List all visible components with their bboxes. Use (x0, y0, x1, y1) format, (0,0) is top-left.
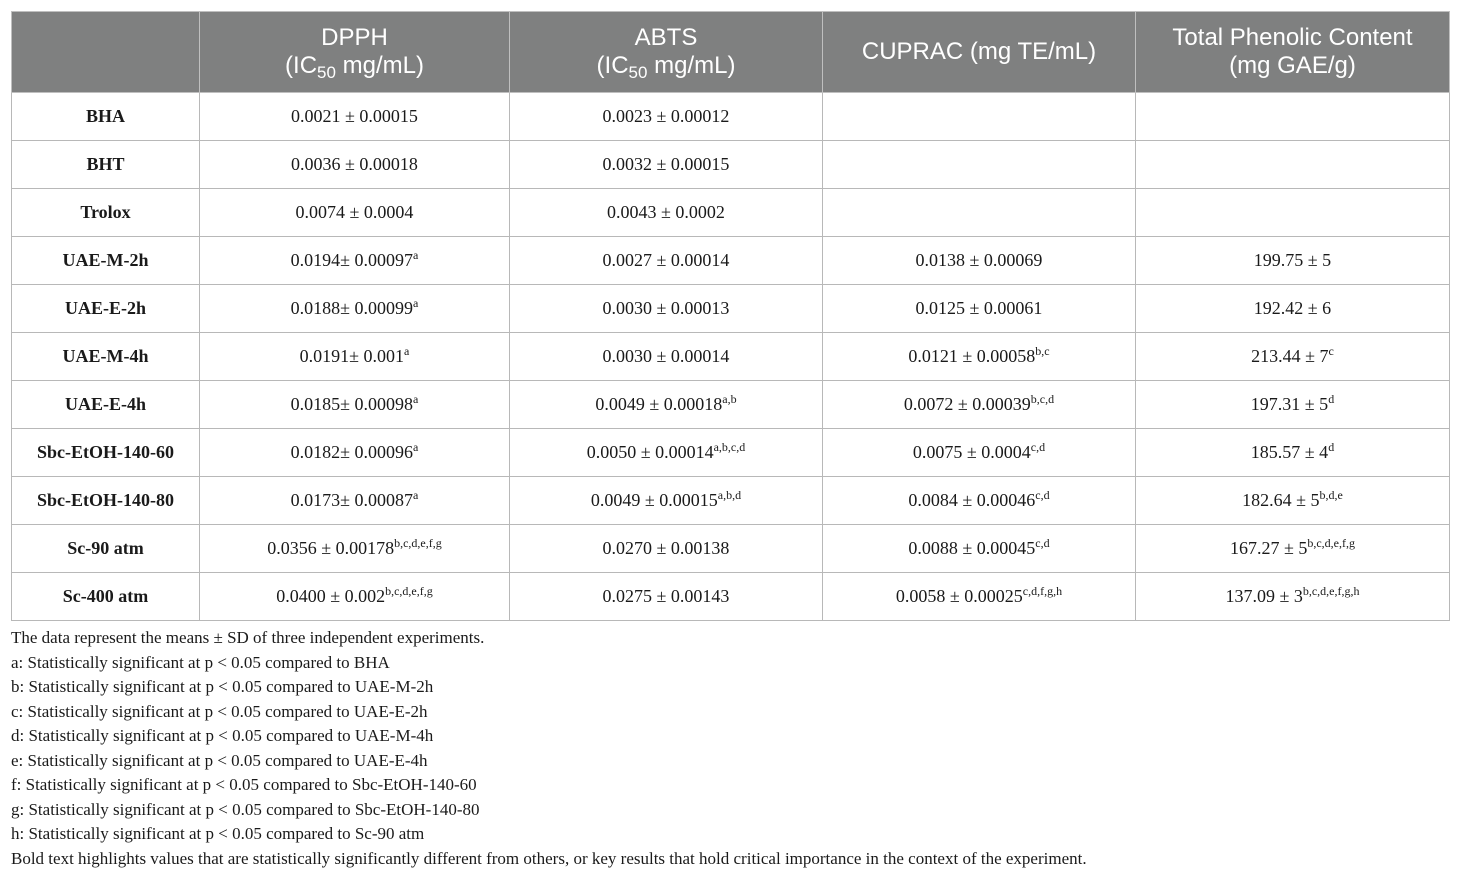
dpph-cell (200, 333, 510, 381)
row-label: Sbc-EtOH-140-80 (12, 477, 200, 525)
dpph-cell-significance-superscript: a (413, 440, 419, 454)
abts-cell (510, 525, 823, 573)
cuprac-cell-value: 0.0088 ± 0.00045 (908, 538, 1036, 558)
header-abts (510, 12, 823, 93)
footnote-line: The data represent the means ± SD of three independent experiments. (11, 628, 485, 647)
cuprac-cell (823, 429, 1136, 477)
header-abts-line2 (516, 52, 816, 80)
dpph-cell (200, 93, 510, 141)
row-label: BHA (12, 93, 200, 141)
footnote-line: a: Statistically significant at p < 0.05 compared to BHA (11, 652, 390, 672)
abts-cell-value: 0.0027 ± 0.00014 (602, 250, 730, 270)
row-label: UAE-E-2h (12, 285, 200, 333)
cuprac-cell-significance-superscript: c,d (1030, 440, 1046, 454)
footnote-line: d: Statistically significant at p < 0.05 compared to UAE-M-4h (11, 726, 434, 745)
dpph-cell-value: 0.0036 ± 0.00018 (291, 154, 418, 174)
tpc-cell-value: 197.31 ± 5 (1250, 394, 1329, 414)
table-row (12, 573, 1450, 621)
footnote-line: f: Statistically significant at p < 0.05 compared to Sbc-EtOH-140-60 (11, 775, 477, 794)
table-row (12, 525, 1450, 573)
header-abts-line1: ABTS (634, 24, 698, 51)
row-label: Sc-90 atm (12, 525, 200, 573)
row-label: UAE-M-4h (12, 333, 200, 381)
cuprac-cell (823, 93, 1136, 141)
row-label: UAE-M-2h (12, 237, 200, 285)
cuprac-cell (823, 285, 1136, 333)
table-row (12, 93, 1450, 141)
cuprac-cell (823, 141, 1136, 189)
tpc-cell-significance-superscript: c (1328, 344, 1334, 358)
tpc-cell-value: 192.42 ± 6 (1253, 298, 1332, 318)
abts-cell (510, 141, 823, 189)
dpph-cell-value: 0.0182± 0.00096 (290, 442, 414, 462)
abts-cell-value: 0.0270 ± 0.00138 (602, 538, 730, 558)
abts-cell (510, 573, 823, 621)
dpph-cell (200, 525, 510, 573)
dpph-cell-value: 0.0021 ± 0.00015 (291, 106, 418, 126)
row-label: Trolox (12, 189, 200, 237)
tpc-cell (1136, 285, 1450, 333)
dpph-cell (200, 573, 510, 621)
dpph-cell-significance-superscript: a (413, 248, 419, 262)
dpph-cell (200, 429, 510, 477)
abts-cell-value: 0.0043 ± 0.0002 (607, 202, 725, 222)
cuprac-cell (823, 381, 1136, 429)
tpc-cell-significance-superscript: b,c,d,e,f,g (1307, 536, 1356, 550)
abts-cell (510, 477, 823, 525)
tpc-cell (1136, 573, 1450, 621)
cuprac-cell-significance-superscript: b,c (1035, 344, 1050, 358)
dpph-cell-value: 0.0185± 0.00098 (290, 394, 414, 414)
abts-cell-value: 0.0050 ± 0.00014 (586, 442, 714, 462)
footnote-line: c: Statistically significant at p < 0.05 compared to UAE-E-2h (11, 701, 428, 721)
header-dpph-subscript: 50 (317, 63, 336, 82)
tpc-cell-value: 213.44 ± 7 (1251, 346, 1329, 366)
table-row (12, 333, 1450, 381)
abts-cell-value: 0.0275 ± 0.00143 (602, 586, 730, 606)
cuprac-cell-value: 0.0084 ± 0.00046 (908, 490, 1036, 510)
table-header (12, 12, 1450, 93)
abts-cell-value: 0.0049 ± 0.00018 (595, 394, 723, 414)
abts-cell (510, 237, 823, 285)
header-dpph-line1: DPPH (321, 24, 388, 51)
footnote-line: b: Statistically significant at p < 0.05 compared to UAE-M-2h (11, 677, 434, 696)
table-footnotes (11, 626, 1451, 871)
tpc-cell (1136, 477, 1450, 525)
table-row (12, 429, 1450, 477)
cuprac-cell (823, 573, 1136, 621)
abts-cell-value: 0.0030 ± 0.00013 (602, 298, 730, 318)
cuprac-cell (823, 237, 1136, 285)
dpph-cell-significance-superscript: a (404, 344, 410, 358)
header-dpph (200, 12, 510, 93)
tpc-cell (1136, 333, 1450, 381)
tpc-cell (1136, 93, 1450, 141)
tpc-cell-value: 182.64 ± 5 (1242, 490, 1320, 510)
cuprac-cell-value: 0.0125 ± 0.00061 (915, 298, 1043, 318)
header-dpph-unit-pre: (IC (285, 52, 318, 79)
abts-cell-significance-superscript: a,b,c,d (713, 440, 746, 454)
row-label: Sc-400 atm (12, 573, 200, 621)
table-row (12, 285, 1450, 333)
header-abts-unit-post: mg/mL) (647, 52, 736, 79)
tpc-cell-value: 185.57 ± 4 (1250, 442, 1329, 462)
tpc-cell (1136, 429, 1450, 477)
dpph-cell-value: 0.0194± 0.00097 (290, 250, 414, 270)
dpph-cell-value: 0.0400 ± 0.002 (276, 586, 386, 606)
tpc-cell-value: 199.75 ± 5 (1253, 250, 1332, 270)
abts-cell-value: 0.0030 ± 0.00014 (602, 346, 730, 366)
cuprac-cell-significance-superscript: c,d (1035, 488, 1050, 502)
dpph-cell (200, 285, 510, 333)
tpc-cell (1136, 189, 1450, 237)
abts-cell-value: 0.0032 ± 0.00015 (602, 154, 730, 174)
tpc-cell (1136, 237, 1450, 285)
abts-cell (510, 381, 823, 429)
abts-cell (510, 93, 823, 141)
dpph-cell-value: 0.0074 ± 0.0004 (295, 202, 414, 222)
header-cuprac (823, 12, 1136, 93)
dpph-cell-value: 0.0188± 0.00099 (290, 298, 414, 318)
dpph-cell-value: 0.0356 ± 0.00178 (267, 538, 395, 558)
cuprac-cell-value: 0.0072 ± 0.00039 (903, 394, 1031, 414)
tpc-cell-significance-superscript: d (1328, 440, 1335, 454)
tpc-cell-significance-superscript: b,c,d,e,f,g,h (1302, 584, 1360, 598)
dpph-cell-significance-superscript: b,c,d,e,f,g (394, 536, 442, 550)
tpc-cell-value: 137.09 ± 3 (1225, 586, 1303, 606)
cuprac-cell-significance-superscript: c,d,f,g,h (1022, 584, 1063, 598)
abts-cell-value: 0.0049 ± 0.00015 (590, 490, 718, 510)
cuprac-cell (823, 477, 1136, 525)
cuprac-cell-value: 0.0121 ± 0.00058 (908, 346, 1036, 366)
tpc-cell-significance-superscript: b,d,e (1319, 488, 1343, 502)
footnote-line: Bold text highlights values that are statistically significantly different from others, or key results that hold critical importance in the context of the experiment. (11, 848, 1087, 868)
table-row (12, 381, 1450, 429)
dpph-cell (200, 237, 510, 285)
header-abts-subscript: 50 (628, 63, 648, 82)
header-dpph-line2 (206, 52, 503, 80)
cuprac-cell (823, 333, 1136, 381)
footnote-line: h: Statistically significant at p < 0.05 compared to Sc-90 atm (11, 824, 425, 843)
tpc-cell (1136, 525, 1450, 573)
tpc-cell-value: 167.27 ± 5 (1229, 538, 1308, 558)
dpph-cell-significance-superscript: a (413, 296, 419, 310)
row-label: UAE-E-4h (12, 381, 200, 429)
table-row (12, 477, 1450, 525)
dpph-cell-significance-superscript: b,c,d,e,f,g (385, 584, 433, 598)
tpc-cell-significance-superscript: d (1328, 392, 1335, 406)
table-row (12, 189, 1450, 237)
dpph-cell (200, 189, 510, 237)
row-label: BHT (12, 141, 200, 189)
footnote-line: g: Statistically significant at p < 0.05 compared to Sbc-EtOH-140-80 (11, 799, 480, 819)
dpph-cell-significance-superscript: a (413, 488, 419, 502)
cuprac-cell-value: 0.0075 ± 0.0004 (912, 442, 1031, 462)
header-corner (12, 12, 200, 93)
header-cuprac-line1: CUPRAC (mg TE/mL) (861, 38, 1097, 65)
abts-cell (510, 189, 823, 237)
abts-cell-significance-superscript: a,b,d (717, 488, 742, 502)
footnote-line: e: Statistically significant at p < 0.05 compared to UAE-E-4h (11, 750, 428, 770)
dpph-cell-value: 0.0191± 0.001 (299, 346, 405, 366)
header-dpph-unit-post: mg/mL) (335, 52, 424, 79)
abts-cell-significance-superscript: a,b (722, 392, 737, 406)
abts-cell (510, 429, 823, 477)
tpc-cell (1136, 141, 1450, 189)
cuprac-cell-significance-superscript: c,d (1035, 536, 1050, 550)
cuprac-cell (823, 189, 1136, 237)
cuprac-cell-value: 0.0058 ± 0.00025 (895, 586, 1023, 606)
dpph-cell-value: 0.0173± 0.00087 (290, 490, 414, 510)
table-body (12, 93, 1450, 621)
header-tpc (1136, 12, 1450, 93)
cuprac-cell-value: 0.0138 ± 0.00069 (915, 250, 1043, 270)
header-abts-unit-pre: (IC (596, 52, 629, 79)
cuprac-cell (823, 525, 1136, 573)
header-tpc-line2: (mg GAE/g) (1229, 52, 1356, 79)
header-tpc-line1: Total Phenolic Content (1172, 24, 1413, 51)
cuprac-cell-significance-superscript: b,c,d (1030, 392, 1055, 406)
dpph-cell (200, 381, 510, 429)
dpph-cell (200, 477, 510, 525)
abts-cell (510, 333, 823, 381)
row-label: Sbc-EtOH-140-60 (12, 429, 200, 477)
table-row (12, 141, 1450, 189)
header-row (12, 12, 1450, 93)
dpph-cell-significance-superscript: a (413, 392, 419, 406)
abts-cell (510, 285, 823, 333)
results-table (11, 11, 1450, 621)
dpph-cell (200, 141, 510, 189)
table-row (12, 237, 1450, 285)
tpc-cell (1136, 381, 1450, 429)
abts-cell-value: 0.0023 ± 0.00012 (602, 106, 730, 126)
